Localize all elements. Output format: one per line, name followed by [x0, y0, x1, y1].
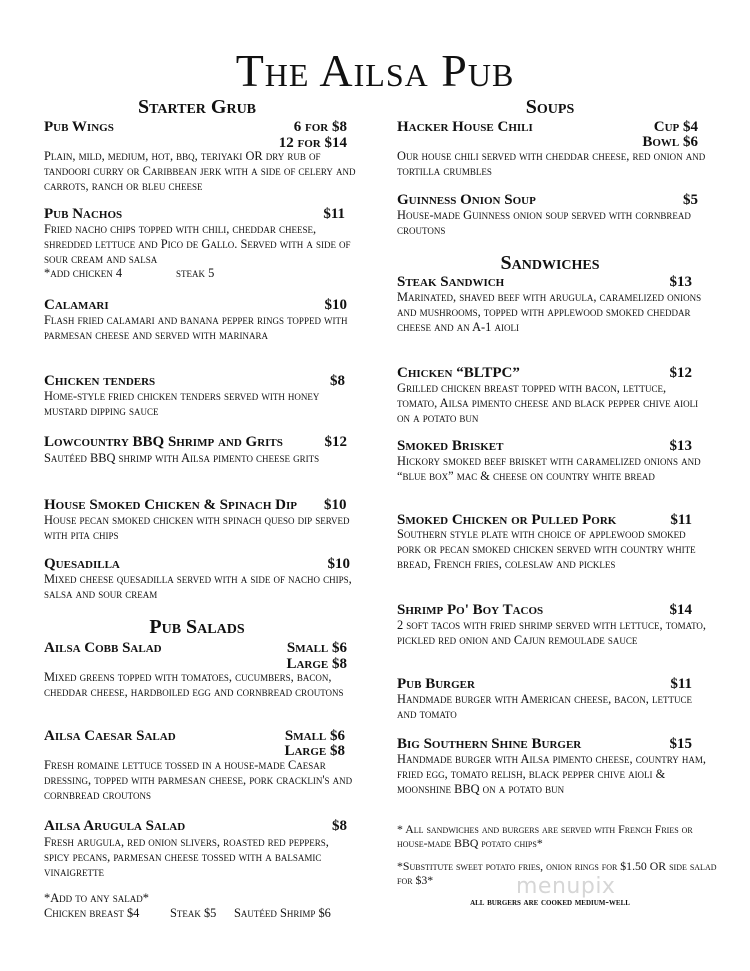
item-pulled-pork-price: $11 [670, 512, 692, 528]
item-cobb-salad-price-small: Small $6 [286, 640, 347, 656]
item-shine-burger-name: Big Southern Shine Burger [397, 736, 582, 752]
item-pub-burger-name: Pub Burger [397, 676, 475, 692]
item-brisket-desc: Hickory smoked beef brisket with caramelized onions and “blue box” mac & cheese on country white bread [397, 454, 701, 484]
item-pub-nachos-addon-steak: steak 5 [176, 266, 215, 280]
item-chili-desc: Our house chili served with cheddar cheese, red onion and tortilla crumbles [397, 149, 706, 179]
item-bltpc-price: $12 [669, 365, 692, 381]
item-shine-burger-desc: Handmade burger with Ailsa pimento cheese, country ham, fried egg, tomato relish, black pepper chive aioli & moonshine BBQ on a potato bun [397, 752, 706, 797]
footnote-substitute: *Substitute sweet potato fries, onion rings for $1.50 OR side salad for $3* [397, 859, 717, 887]
item-caesar-salad-name: Ailsa Caesar Salad [44, 728, 176, 744]
item-pub-nachos-price: $11 [323, 206, 345, 222]
item-steak-sandwich-price: $13 [669, 274, 692, 290]
item-bltpc-desc: Grilled chicken breast topped with bacon, lettuce, tomato, Ailsa pimento cheese and black pepper chive aioli on a potato bun [397, 381, 699, 426]
item-steak-sandwich-name: Steak Sandwich [397, 274, 505, 290]
item-chicken-tenders-name: Chicken tenders [44, 373, 156, 389]
section-sandwiches: Sandwiches [500, 252, 600, 274]
item-pub-wings-name: Pub Wings [44, 119, 114, 135]
item-pub-nachos-addon-chicken: *add chicken 4 [44, 266, 123, 280]
item-shine-burger-price: $15 [669, 736, 692, 752]
item-pulled-pork-name: Smoked Chicken or Pulled Pork [397, 512, 617, 528]
menu-title: The Ailsa Pub [235, 45, 515, 96]
item-chicken-tenders-price: $8 [330, 373, 345, 389]
salad-addon-shrimp: Sautéed Shrimp $6 [234, 906, 331, 920]
item-arugula-salad-price: $8 [332, 818, 347, 834]
item-chili-name: Hacker House Chili [397, 119, 533, 135]
item-lowcountry-shrimp-name: Lowcountry BBQ Shrimp and Grits [44, 434, 283, 450]
item-onion-soup-name: Guinness Onion Soup [397, 192, 536, 208]
item-tacos-desc: 2 soft tacos with fried shrimp served with lettuce, tomato, pickled red onion and Cajun remoulade sauce [397, 618, 706, 648]
salad-addon-chicken: Chicken breast $4 [44, 906, 140, 920]
item-caesar-salad-price-small: Small $6 [284, 728, 345, 744]
item-pub-burger-desc: Handmade burger with American cheese, bacon, lettuce and tomato [397, 692, 692, 722]
item-quesadilla-name: Quesadilla [44, 556, 120, 572]
item-brisket-name: Smoked Brisket [397, 438, 504, 454]
item-chili-price-cup: Cup $4 [653, 119, 698, 135]
item-quesadilla-desc: Mixed cheese quesadilla served with a side of nacho chips, salsa and sour cream [44, 572, 352, 602]
item-pulled-pork-desc: Southern style plate with choice of applewood smoked pork or pecan smoked chicken served with country white bread, French fries, coleslaw and pickles [397, 527, 696, 572]
item-chili-price-bowl: Bowl $6 [642, 134, 698, 150]
item-arugula-salad-name: Ailsa Arugula Salad [44, 818, 186, 834]
footnote-served-with: * All sandwiches and burgers are served with French Fries or house-made BBQ potato chips* [397, 822, 693, 850]
item-lowcountry-shrimp-desc: Sautéed BBQ shrimp with Ailsa pimento cheese grits [44, 451, 320, 465]
item-pub-nachos-name: Pub Nachos [44, 206, 123, 222]
item-brisket-price: $13 [669, 438, 692, 454]
item-lowcountry-shrimp-price: $12 [324, 434, 347, 450]
item-pub-wings-price-6: 6 for $8 [293, 119, 347, 135]
salad-addon-steak: Steak $5 [170, 906, 217, 920]
section-starter-grub: Starter Grub [137, 96, 257, 118]
item-cobb-salad-desc: Mixed greens topped with tomatoes, cucumbers, bacon, cheddar cheese, hardboiled egg and cornbread croutons [44, 670, 344, 700]
item-onion-soup-price: $5 [683, 192, 698, 208]
item-spinach-dip-desc: House pecan smoked chicken with spinach queso dip served with pita chips [44, 513, 350, 543]
item-steak-sandwich-desc: Marinated, shaved beef with arugula, caramelized onions and mushrooms, topped with applewood smoked cheddar cheese and an A-1 aioli [397, 290, 702, 335]
item-pub-burger-price: $11 [670, 676, 692, 692]
item-spinach-dip-price: $10 [324, 497, 347, 513]
item-calamari-price: $10 [324, 297, 347, 313]
item-chicken-tenders-desc: Home-style fried chicken tenders served with honey mustard dipping sauce [44, 389, 320, 419]
item-arugula-salad-desc: Fresh arugula, red onion slivers, roasted red peppers, spicy pecans, parmesan cheese tossed with a balsamic vinaigrette [44, 835, 329, 880]
item-tacos-name: Shrimp Po' Boy Tacos [397, 602, 544, 618]
item-tacos-price: $14 [669, 602, 692, 618]
item-pub-wings-price-12: 12 for $14 [278, 135, 347, 151]
section-soups: Soups [525, 96, 575, 118]
section-pub-salads: Pub Salads [149, 616, 245, 638]
item-caesar-salad-desc: Fresh romaine lettuce tossed in a house-made Caesar dressing, topped with parmesan cheese, pork cracklin's and cornbread croutons [44, 758, 353, 803]
item-calamari-desc: Flash fried calamari and banana pepper rings topped with parmesan cheese and served with marinara [44, 313, 348, 343]
item-pub-nachos-desc: Fried nacho chips topped with chili, cheddar cheese, shredded lettuce and Pico de Gallo. Served with a side of sour cream and salsa [44, 222, 351, 267]
item-spinach-dip-name: House Smoked Chicken & Spinach Dip [44, 497, 297, 513]
footnote-cooked-medium-well: all burgers are cooked medium-well [470, 897, 630, 908]
item-caesar-salad-price-large: Large $8 [284, 743, 345, 759]
item-calamari-name: Calamari [44, 297, 109, 313]
item-bltpc-name: Chicken “BLTPC” [397, 365, 520, 381]
item-quesadilla-price: $10 [327, 556, 350, 572]
salad-addon-label: *Add to any salad* [44, 891, 149, 905]
watermark-logo: menupix [516, 874, 616, 899]
item-pub-wings-desc: Plain, mild, medium, hot, bbq, teriyaki OR dry rub of tandoori curry or Caribbean jerk with a side of celery and carrots, ranch or bleu cheese [44, 149, 356, 194]
item-cobb-salad-price-large: Large $8 [286, 656, 347, 672]
item-onion-soup-desc: House-made Guinness onion soup served with cornbread croutons [397, 208, 691, 238]
item-cobb-salad-name: Ailsa Cobb Salad [44, 640, 162, 656]
